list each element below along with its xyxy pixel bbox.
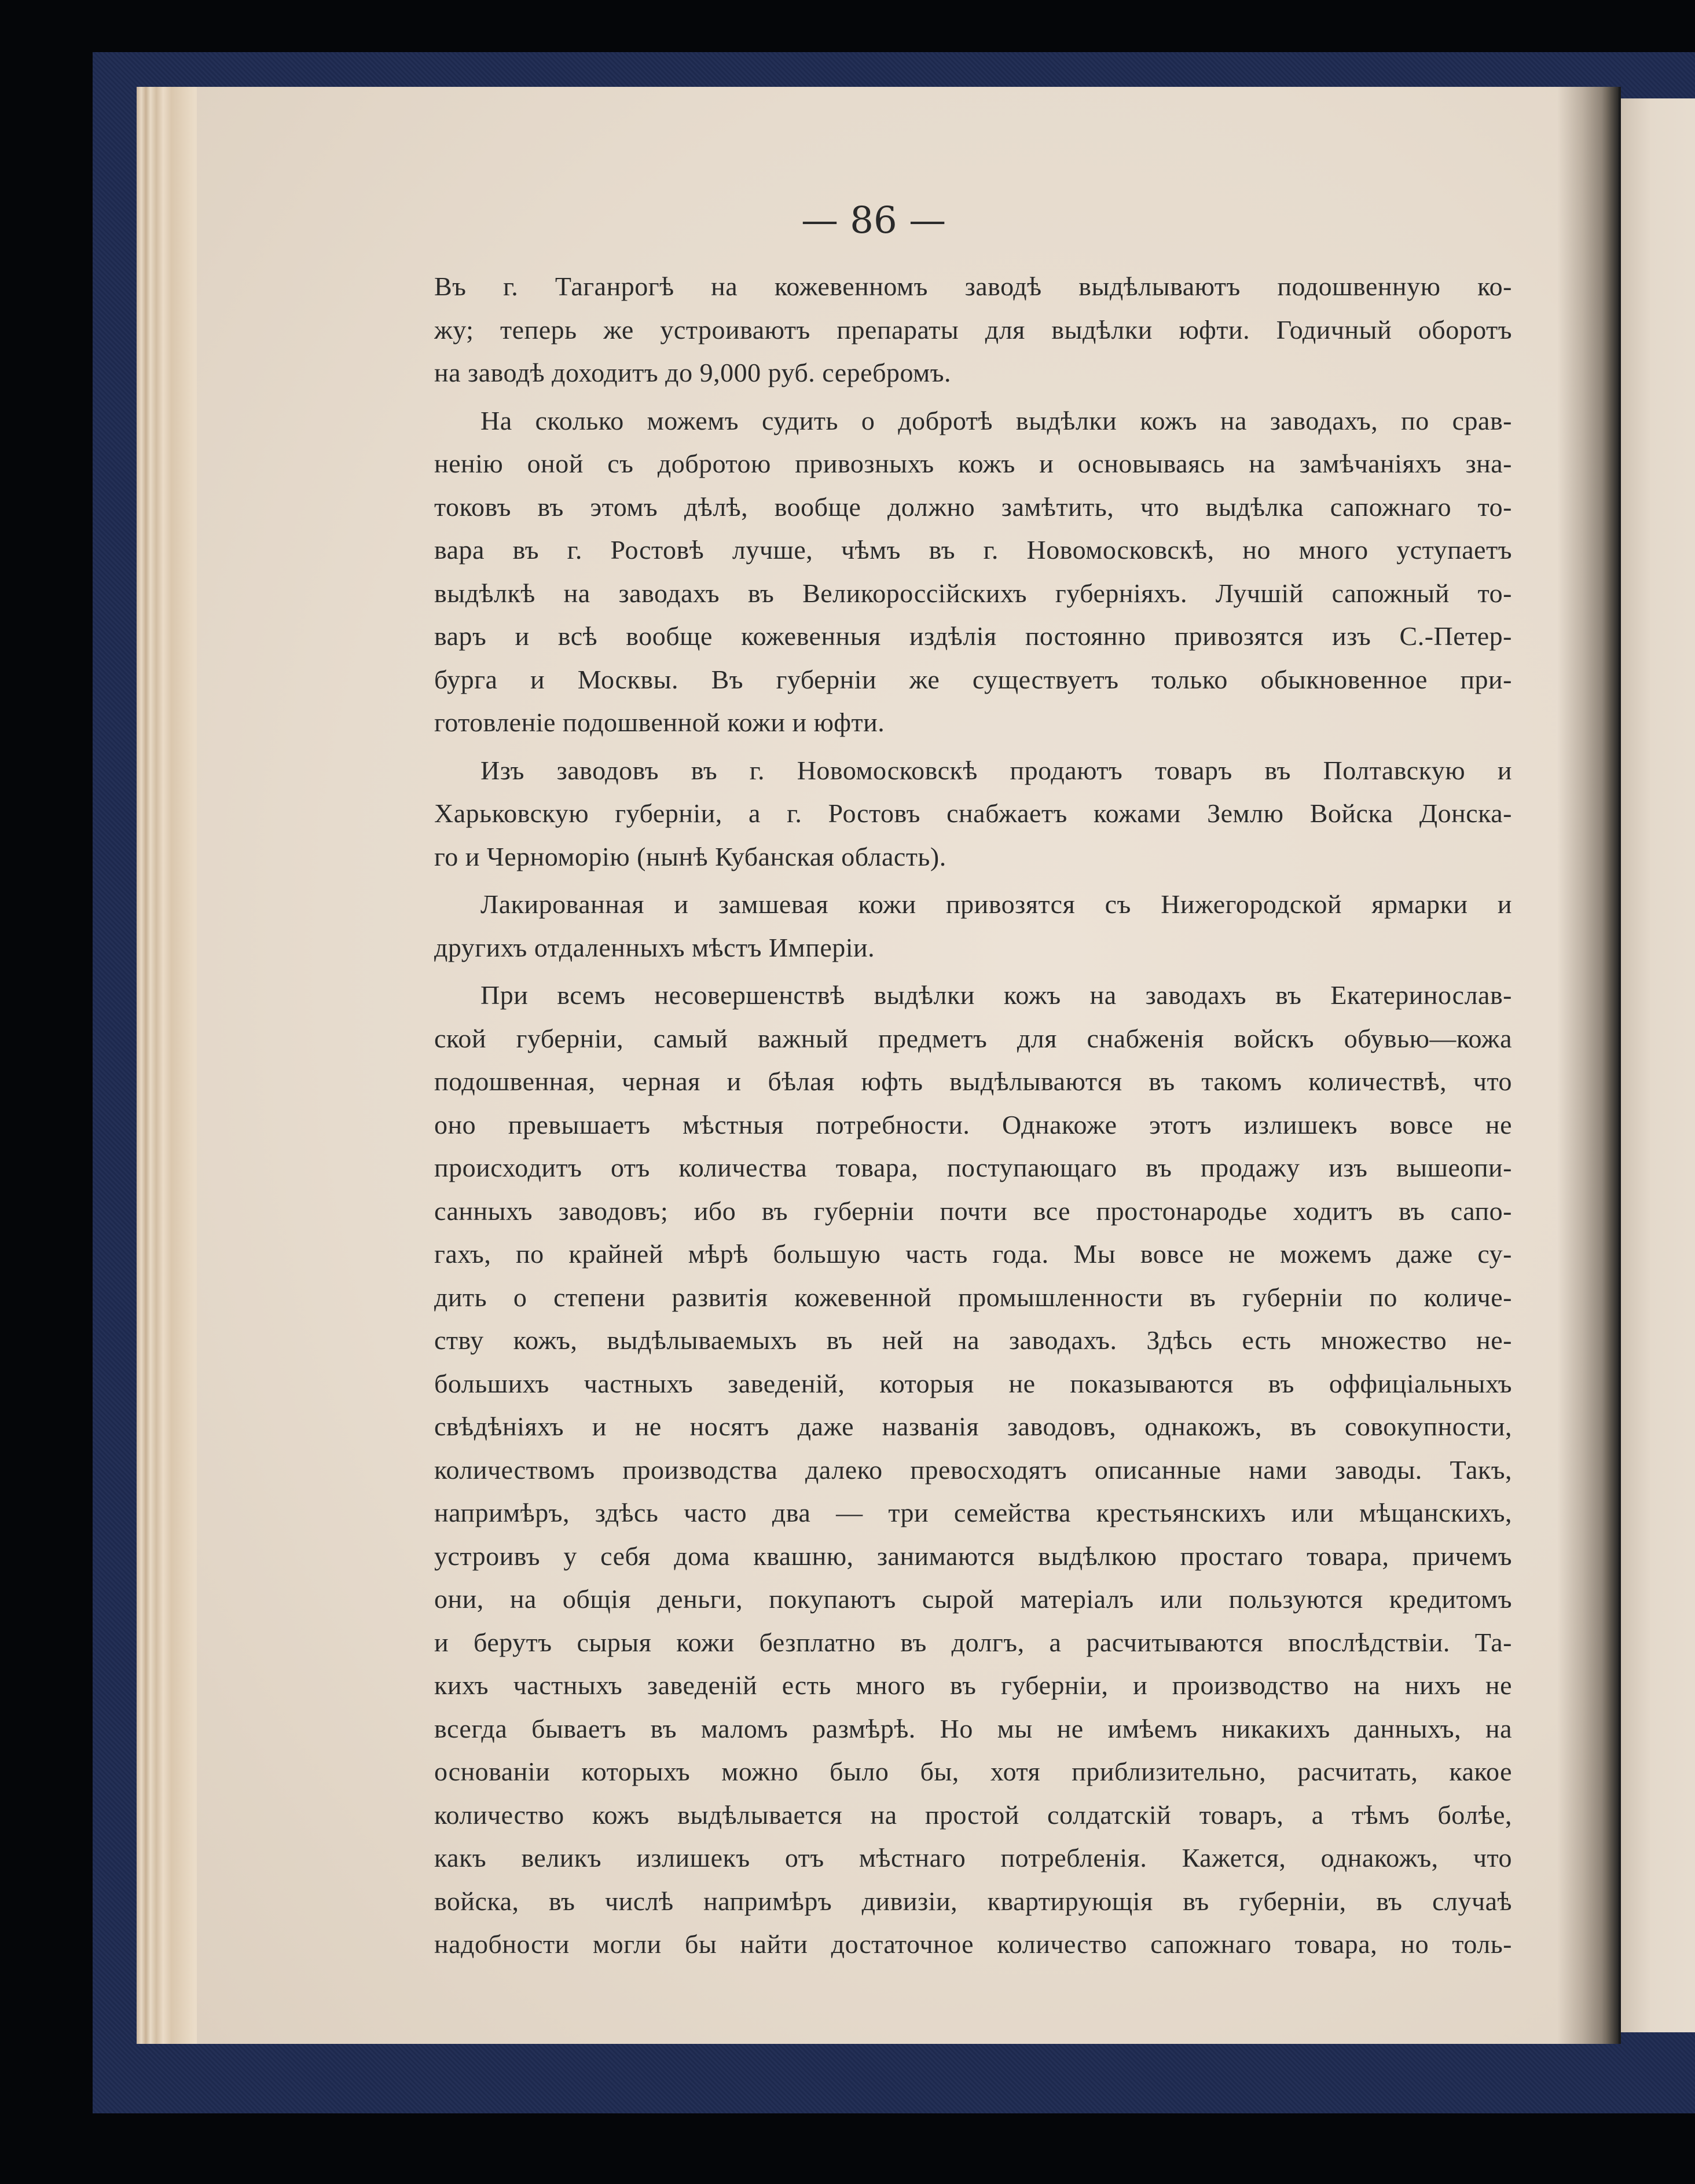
text-line: ской губерніи, самый важный предметъ для снабженія войскъ обувью—кожа (434, 1023, 1512, 1053)
text-line: количество кожъ выдѣлывается на простой солдатскій товаръ, а тѣмъ болѣе, (434, 1800, 1512, 1830)
text-line: ству кожъ, выдѣлываемыхъ въ ней на заводахъ. Здѣсь есть множество не- (434, 1325, 1512, 1355)
text-line: войска, въ числѣ напримѣръ дивизіи, квартирующія въ губерніи, въ случаѣ (434, 1886, 1512, 1916)
text-line: го и Черноморію (нынѣ Кубанская область). (434, 841, 946, 871)
text-line: большихъ частныхъ заведеній, которыя не показываются въ оффиціальныхъ (434, 1368, 1512, 1398)
text-line: гахъ, по крайней мѣрѣ большую часть года. Мы вовсе не можемъ даже су- (434, 1239, 1512, 1269)
text-line: свѣдѣніяхъ и не носятъ даже названія заводовъ, однакожъ, въ совокупности, (434, 1412, 1512, 1441)
text-line: Въ г. Таганрогѣ на кожевенномъ заводѣ выдѣлываютъ подошвенную ко- (434, 272, 1512, 301)
text-line: подошвенная, черная и бѣлая юфть выдѣлываются въ такомъ количествѣ, что (434, 1067, 1512, 1096)
text-line: На сколько можемъ судить о добротѣ выдѣлки кожъ на заводахъ, по срав- (480, 405, 1512, 435)
text-line: на заводѣ доходитъ до 9,000 руб. серебромъ. (434, 358, 952, 387)
text-line: происходитъ отъ количества товара, поступающаго въ продажу изъ вышеопи- (434, 1153, 1512, 1182)
text-line: оно превышаетъ мѣстныя потребности. Однакоже этотъ излишекъ вовсе не (434, 1109, 1512, 1139)
text-line: они, на общія деньги, покупаютъ сырой матеріалъ или пользуются кредитомъ (434, 1584, 1512, 1614)
text-line: устроивъ у себя дома квашню, занимаются выдѣлкою простаго товара, причемъ (434, 1541, 1512, 1571)
page-number: — 86 — (801, 199, 946, 242)
text-line: другихъ отдаленныхъ мѣстъ Имперіи. (434, 932, 875, 962)
text-line: напримѣръ, здѣсь часто два — три семейства крестьянскихъ или мѣщанскихъ, (434, 1498, 1512, 1527)
book-gutter (1557, 87, 1621, 2044)
text-line: ненію оной съ добротою привозныхъ кожъ и основываясь на замѣчаніяхъ зна- (434, 449, 1512, 478)
text-line: Изъ заводовъ въ г. Новомосковскѣ продаютъ товаръ въ Полтавскую и (480, 755, 1512, 785)
body-text (434, 265, 1512, 1966)
text-line: бурга и Москвы. Въ губерніи же существуетъ только обыкновенное при- (434, 664, 1512, 694)
text-line: жу; теперь же устроиваютъ препараты для выдѣлки юфти. Годичный оборотъ (434, 314, 1512, 345)
text-line: токовъ въ этомъ дѣлѣ, вообще должно замѣтить, что выдѣлка сапожнаго то- (434, 492, 1512, 522)
text-line: Харьковскую губерніи, а г. Ростовъ снабжаетъ кожами Землю Войска Донска- (434, 798, 1512, 828)
text-line: какъ великъ излишекъ отъ мѣстнаго потребленія. Кажется, однакожъ, что (434, 1843, 1512, 1872)
text-line: варъ и всѣ вообще кожевенныя издѣлія постоянно привозятся изъ С.-Петер- (434, 621, 1512, 651)
facing-page-edge (1621, 98, 1695, 2032)
text-line: всегда бываетъ въ маломъ размѣрѣ. Но мы не имѣемъ никакихъ данныхъ, на (434, 1713, 1512, 1743)
text-line: кихъ частныхъ заведеній есть много въ губерніи, и производство на нихъ не (434, 1670, 1512, 1700)
text-line: выдѣлкѣ на заводахъ въ Великороссійскихъ губерніяхъ. Лучшій сапожный то- (434, 578, 1512, 608)
text-line: При всемъ несовершенствѣ выдѣлки кожъ на заводахъ въ Екатеринослав- (480, 980, 1512, 1010)
text-line: санныхъ заводовъ; ибо въ губерніи почти все простонародье ходитъ въ сапо- (434, 1196, 1512, 1226)
text-line: Лакированная и замшевая кожи привозятся съ Нижегородской ярмарки и (480, 889, 1512, 919)
text-line: и берутъ сырыя кожи безплатно въ долгъ, а расчитываются впослѣдствіи. Та- (434, 1627, 1512, 1657)
text-line: готовленіе подошвенной кожи и юфти. (434, 708, 885, 737)
text-line: количествомъ производства далеко превосходятъ описанные нами заводы. Такъ, (434, 1454, 1512, 1485)
text-line: дить о степени развитія кожевенной промышленности въ губерніи по количе- (434, 1282, 1512, 1312)
text-line: вара въ г. Ростовѣ лучше, чѣмъ въ г. Новомосковскѣ, но много уступаетъ (434, 535, 1512, 565)
text-line: надобности могли бы найти достаточное количество сапожнаго товара, но толь- (434, 1929, 1512, 1959)
text-line: основаніи которыхъ можно было бы, хотя приблизительно, расчитать, какое (434, 1757, 1512, 1786)
